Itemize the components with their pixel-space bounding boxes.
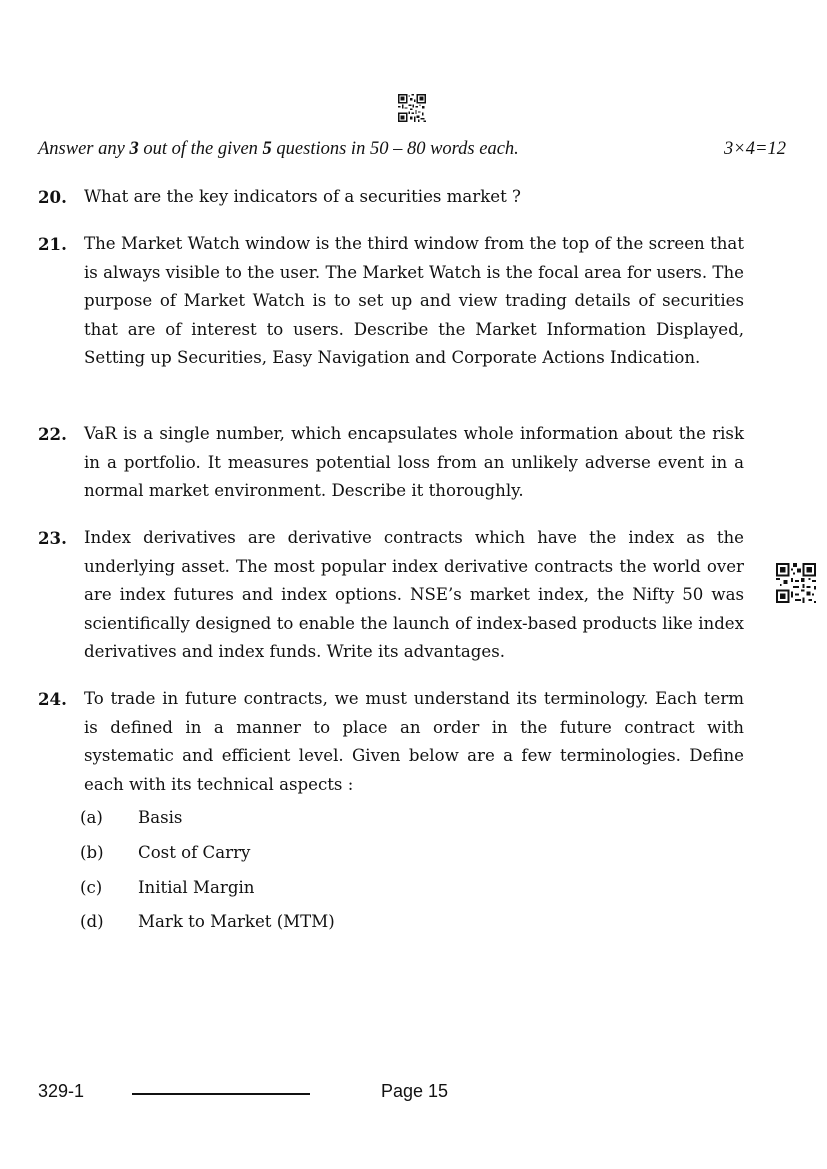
- question-20: [38, 183, 744, 212]
- sub-item-text: Mark to Market (MTM): [138, 912, 335, 931]
- section-instructions: [38, 139, 786, 160]
- question-24: [38, 685, 744, 799]
- question-text: The Market Watch window is the third window from the top of the screen that is always visible to the user. The Market Watch is the focal area for users. The purpose of Market Watch is to set up and view trading details of securities that are of interest to users. Describe the Market Information Displayed, Setting up Securities, Easy Navigation and Corporate Actions Indication.: [84, 234, 744, 368]
- question-text: What are the key indicators of a securities market ?: [84, 187, 521, 206]
- question-number: 21.: [38, 234, 67, 254]
- page-number: Page 15: [381, 1081, 449, 1101]
- question-21: [38, 230, 744, 373]
- qr-code-icon: [776, 563, 816, 603]
- question-number: 24.: [38, 689, 67, 709]
- footer-divider: [132, 1093, 310, 1095]
- question-text: VaR is a single number, which encapsulates whole information about the risk in a portfolio. It measures potential loss from an unlikely adverse event in a normal market environment. Describe it thoroughly.: [84, 424, 744, 501]
- paper-code: 329-1: [38, 1081, 85, 1101]
- sub-item-text: Initial Margin: [138, 878, 255, 897]
- sub-item-label: (d): [80, 912, 104, 931]
- question-number: 20.: [38, 187, 67, 207]
- sub-item-b: [80, 843, 250, 862]
- qr-code-icon: [398, 94, 426, 122]
- sub-item-text: Basis: [138, 808, 183, 827]
- sub-item-text: Cost of Carry: [138, 843, 251, 862]
- question-23: [38, 524, 744, 667]
- marks-allocation: 3×4=12: [724, 139, 786, 159]
- sub-item-label: (c): [80, 878, 103, 897]
- sub-item-c: [80, 878, 254, 897]
- question-22: [38, 420, 744, 506]
- sub-item-d: [80, 912, 335, 931]
- question-text: Index derivatives are derivative contracts which have the index as the underlying asset. The most popular index derivative contracts the world over are index futures and index options. NSE’s market index, the Nifty 50 was scientifically designed to enable the launch of index-based products like index derivatives and index funds. Write its advantages.: [84, 528, 744, 662]
- question-number: 23.: [38, 528, 67, 548]
- sub-item-a: [80, 808, 182, 827]
- instructions-text: Answer any 3 out of the given 5 questions in 50 – 80 words each.: [38, 139, 519, 159]
- question-number: 22.: [38, 424, 67, 444]
- sub-item-label: (b): [80, 843, 104, 862]
- sub-item-label: (a): [80, 808, 103, 827]
- question-text: To trade in future contracts, we must understand its terminology. Each term is defined in a manner to place an order in the future contract with systematic and efficient level. Given below are a few terminologies. Define each with its technical aspects :: [84, 689, 744, 794]
